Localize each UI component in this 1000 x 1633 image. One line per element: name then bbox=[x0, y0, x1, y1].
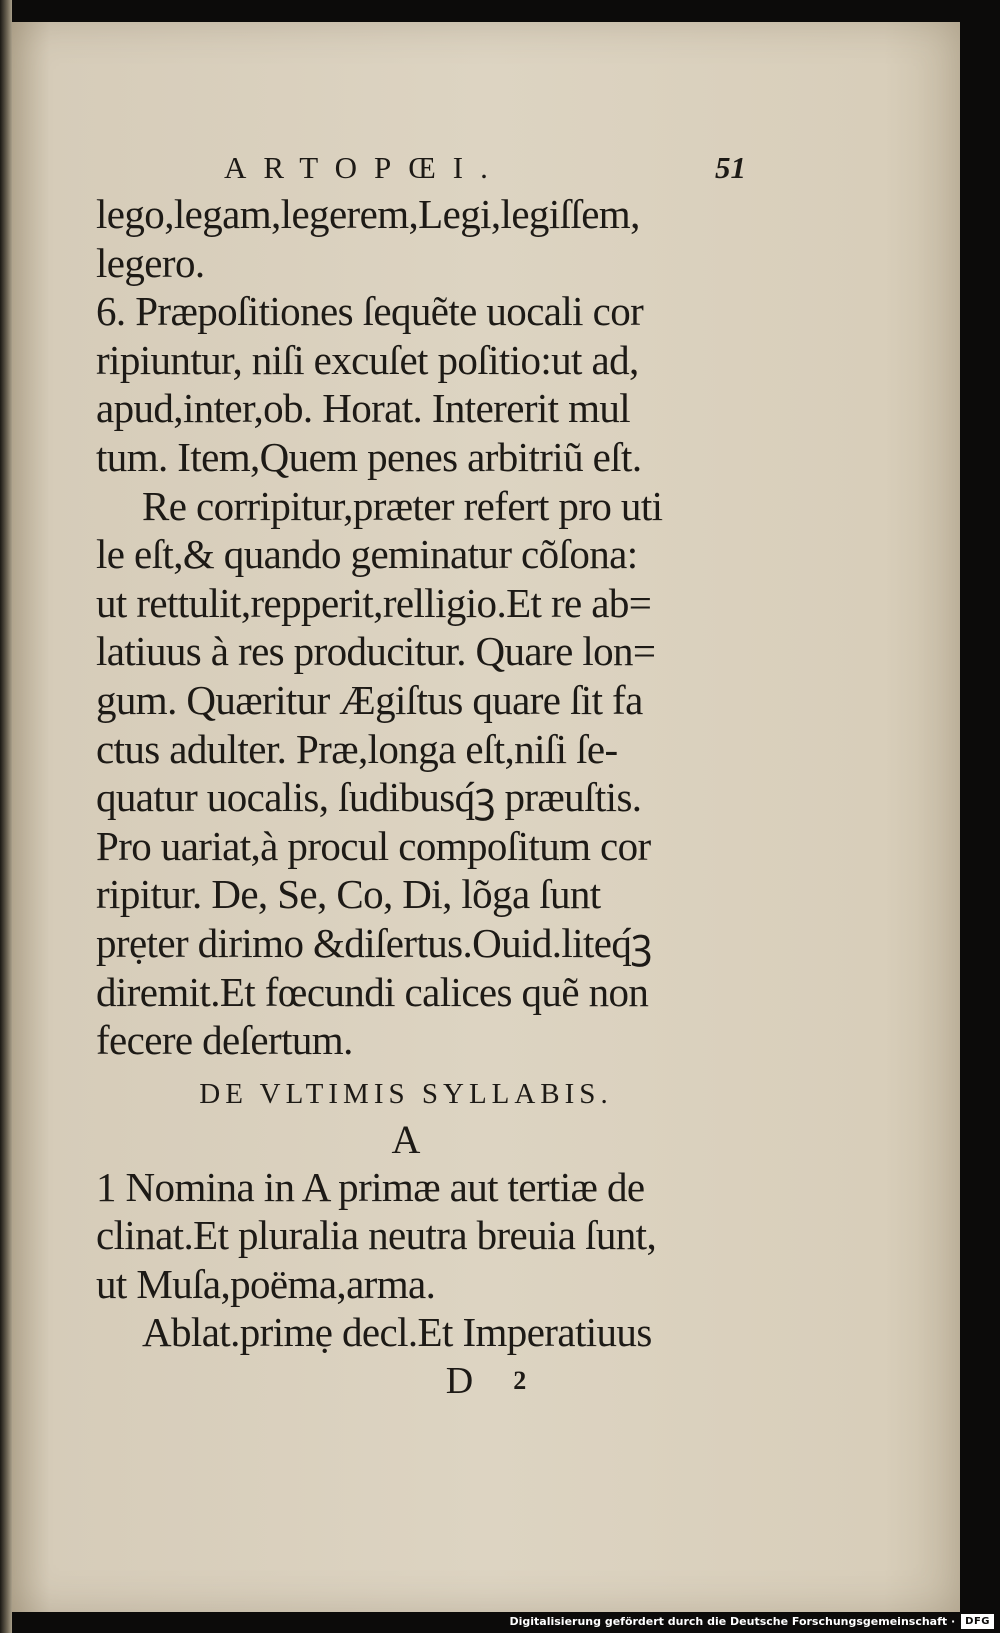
text-line: quatur uocalis, ſudibusq́ꝫ præuſtis. bbox=[96, 774, 642, 821]
text-line: Re corripitur,præter refert pro uti bbox=[142, 482, 663, 529]
text-line: fecere deſertum. bbox=[96, 1017, 353, 1064]
section-letter: A bbox=[391, 1116, 421, 1162]
signature-letter: D bbox=[445, 1360, 474, 1403]
text-line: ut Muſa,poëma,arma. bbox=[96, 1260, 436, 1307]
text-line: apud,inter,ob. Horat. Intererit mul bbox=[96, 385, 631, 432]
running-head: ARTOPŒI. bbox=[224, 150, 505, 185]
text-line: 6. Præpoſitiones ſequẽte uocali cor bbox=[96, 288, 644, 335]
credit-text: Digitalisierung gefördert durch die Deutsche Forschungsgemeinschaft · bbox=[509, 1615, 956, 1628]
text-line: latiuus à res producitur. Quare lon= bbox=[96, 628, 656, 675]
text-line: Ablat.primẹ decl.Et Imperatiuus bbox=[142, 1309, 652, 1356]
text-line: legero. bbox=[96, 239, 205, 286]
page-number: 51 bbox=[715, 150, 746, 185]
signature-number: 2 bbox=[513, 1366, 527, 1396]
dfg-logo: DFG bbox=[961, 1614, 994, 1629]
page-header bbox=[96, 150, 756, 190]
page-text-block bbox=[96, 150, 756, 1405]
book-page bbox=[12, 22, 960, 1612]
book-spine-edge bbox=[0, 0, 12, 1633]
text-line: prẹter dirimo &diſertus.Ouid.liteq́ꝫ bbox=[96, 919, 652, 966]
section-title: DE VLTIMIS SYLLABIS. bbox=[199, 1077, 613, 1110]
text-line: ripitur. De, Se, Co, Di, lõga ſunt bbox=[96, 871, 601, 918]
text-line: ripiuntur, niſi excuſet poſitio:ut ad, bbox=[96, 336, 639, 383]
signature-mark bbox=[96, 1357, 756, 1405]
text-line: 1 Nomina in A primæ aut tertiæ de bbox=[96, 1163, 645, 1210]
text-line: clinat.Et pluralia neutra breuia ſunt, bbox=[96, 1212, 657, 1259]
text-line: le eſt,& quando geminatur cõſona: bbox=[96, 531, 638, 578]
text-line: gum. Quæritur Ægiſtus quare ſit fa bbox=[96, 676, 643, 723]
digitization-credit bbox=[509, 1614, 994, 1629]
text-line: tum. Item,Quem penes arbitriũ eſt. bbox=[96, 433, 642, 480]
text-line: ctus adulter. Præ,longa eſt,niſi ſe- bbox=[96, 725, 618, 772]
text-line: diremit.Et fœcundi calices quẽ non bbox=[96, 968, 649, 1015]
text-line: Pro uariat,à procul compoſitum cor bbox=[96, 822, 651, 869]
text-line: ut rettulit,repperit,relligio.Et re ab= bbox=[96, 579, 652, 626]
text-line: lego,legam,legerem,Legi,legiſſem, bbox=[96, 191, 640, 237]
